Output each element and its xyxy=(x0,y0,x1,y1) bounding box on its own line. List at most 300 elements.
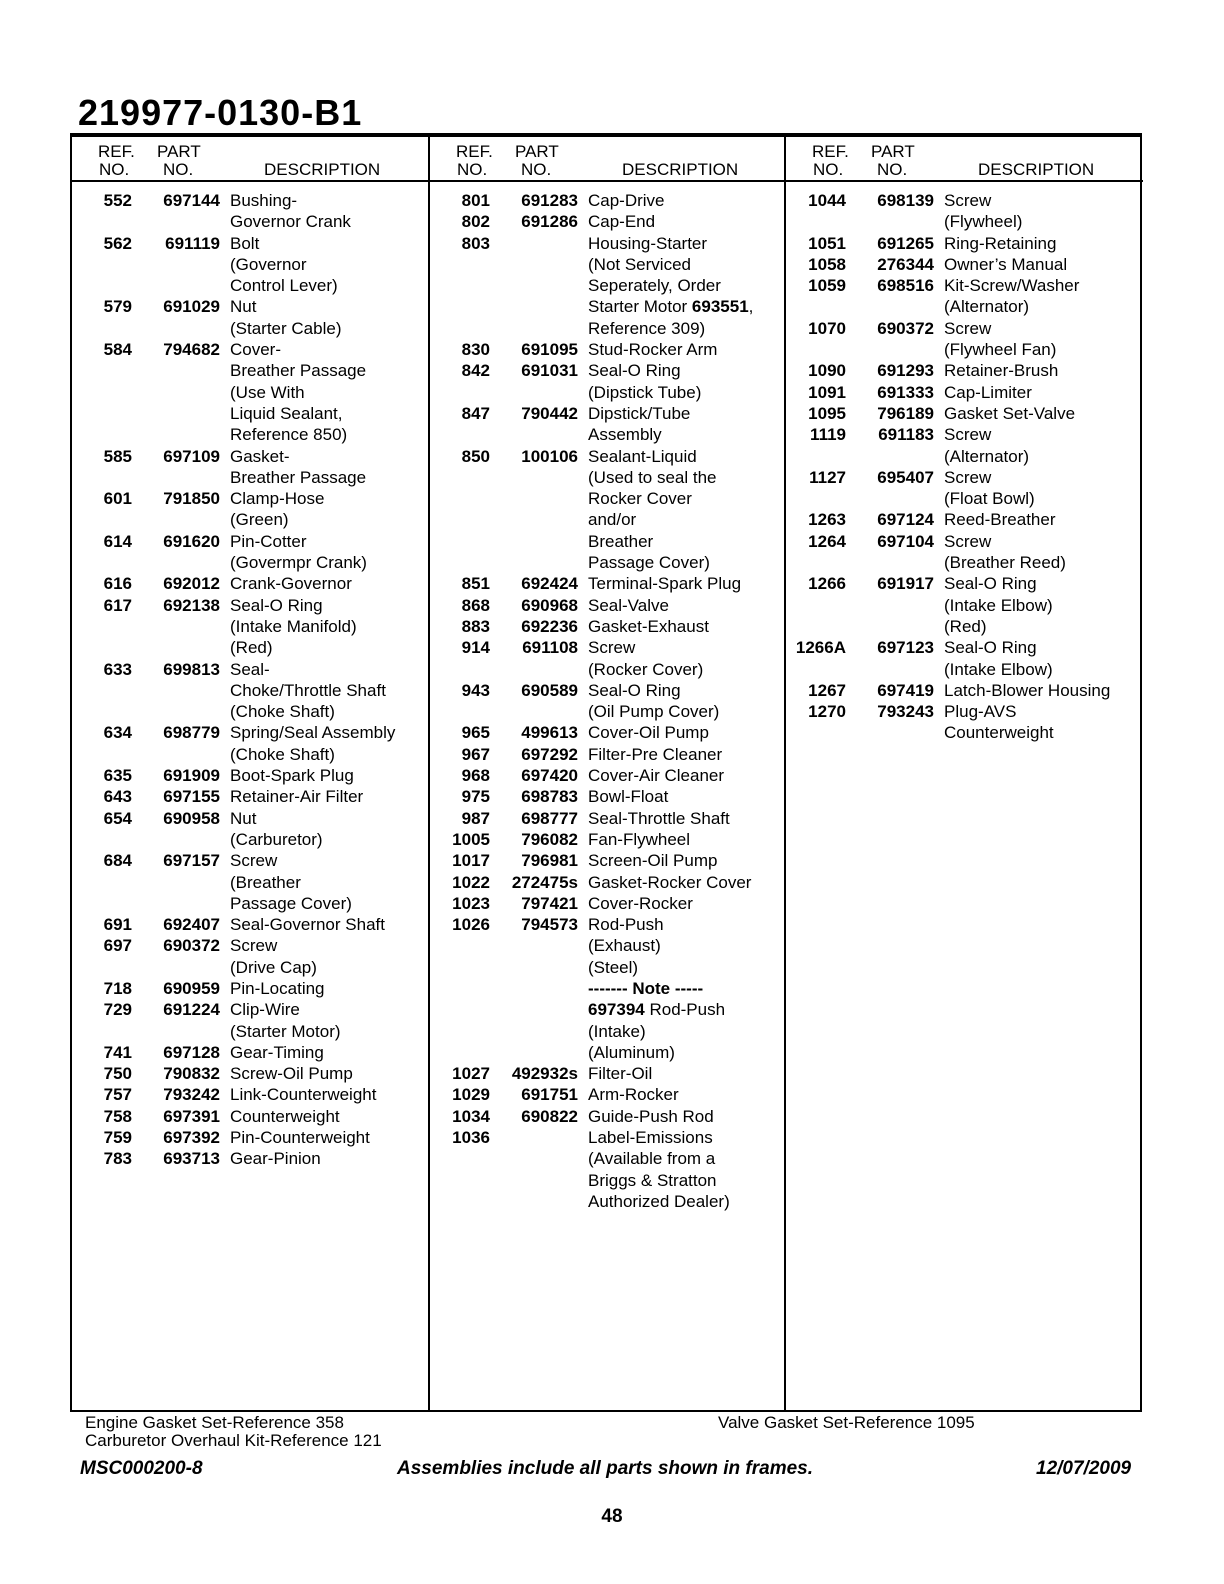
description-text: (Govermpr Crank) xyxy=(230,553,367,573)
part-description xyxy=(220,1106,340,1127)
ref-number: 691 xyxy=(103,915,132,935)
description-text: Rod-Push xyxy=(588,915,664,935)
ref-number xyxy=(72,509,132,530)
part-number: 691333 xyxy=(877,382,934,402)
parts-row xyxy=(430,1063,787,1084)
description-text: Latch-Blower Housing xyxy=(944,680,1111,700)
column-header xyxy=(430,137,787,182)
parts-row xyxy=(72,808,429,829)
part-number xyxy=(490,957,578,978)
part-number: 796082 xyxy=(521,829,578,849)
parts-row xyxy=(430,850,787,871)
description-text: Seal-Throttle Shaft xyxy=(588,808,730,828)
part-description xyxy=(578,1063,652,1084)
part-description xyxy=(578,722,709,743)
ref-number xyxy=(786,296,846,317)
part-number xyxy=(490,1127,578,1148)
ref-number xyxy=(430,275,490,296)
description-text: Owner’s Manual xyxy=(944,254,1068,274)
ref-number xyxy=(430,659,490,680)
description-text: (Used to seal the xyxy=(588,467,717,487)
parts-row xyxy=(72,509,429,530)
part-description xyxy=(578,978,703,999)
description-text: Bolt xyxy=(230,233,260,253)
parts-row xyxy=(72,573,429,594)
ref-number: 883 xyxy=(461,616,490,636)
part-description xyxy=(578,531,653,552)
parts-rows xyxy=(430,182,787,1212)
part-number: 793242 xyxy=(163,1085,220,1105)
part-number: 697128 xyxy=(163,1042,220,1062)
part-number xyxy=(132,254,220,275)
part-number: 697155 xyxy=(163,787,220,807)
ref-number xyxy=(72,211,132,232)
part-description xyxy=(578,935,661,956)
part-description xyxy=(934,318,991,339)
ref-number: 1059 xyxy=(808,276,846,296)
ref-number xyxy=(430,1148,490,1169)
ref-number: 616 xyxy=(103,574,132,594)
parts-row xyxy=(72,722,429,743)
description-text: (Alternator) xyxy=(944,446,1030,466)
part-description xyxy=(220,1084,376,1105)
ref-number xyxy=(72,254,132,275)
part-header: PART xyxy=(515,142,559,161)
part-description xyxy=(220,446,290,467)
part-description xyxy=(934,382,1032,403)
ref-number: 1266A xyxy=(795,638,846,658)
part-description xyxy=(220,765,354,786)
parts-row xyxy=(786,403,1143,424)
part-description xyxy=(220,914,385,935)
description-text: Spring/Seal Assembly xyxy=(230,723,396,743)
parts-row xyxy=(430,680,787,701)
parts-row xyxy=(786,467,1143,488)
part-number: 690589 xyxy=(521,680,578,700)
ref-number xyxy=(72,424,132,445)
part-description xyxy=(578,1021,646,1042)
description-text: Arm-Rocker xyxy=(588,1085,679,1105)
part-number: 699813 xyxy=(163,659,220,679)
description-text: (Red) xyxy=(230,638,273,658)
ref-number xyxy=(430,935,490,956)
part-description xyxy=(934,424,991,445)
parts-row xyxy=(72,552,429,573)
parts-row xyxy=(786,701,1143,722)
parts-row xyxy=(72,744,429,765)
part-description xyxy=(578,573,741,594)
parts-row xyxy=(430,1127,787,1148)
part-description xyxy=(934,233,1056,254)
part-description xyxy=(220,296,256,317)
part-description xyxy=(578,1042,675,1063)
part-number: 492932s xyxy=(511,1064,578,1084)
part-description xyxy=(220,595,323,616)
parts-row xyxy=(430,488,787,509)
description-bold: ------- Note ----- xyxy=(588,978,704,998)
ref-number xyxy=(72,403,132,424)
ref-number xyxy=(430,488,490,509)
ref-number: 759 xyxy=(103,1128,132,1148)
description-text: Pin-Cotter xyxy=(230,531,307,551)
ref-number: 562 xyxy=(103,233,132,253)
parts-row xyxy=(72,254,429,275)
ref-number: 850 xyxy=(461,446,490,466)
part-description xyxy=(578,488,692,509)
part-number: 790832 xyxy=(163,1064,220,1084)
ref-number: 847 xyxy=(461,403,490,423)
part-description xyxy=(578,595,669,616)
part-description xyxy=(220,872,301,893)
part-description xyxy=(934,403,1075,424)
part-no-header: NO. xyxy=(521,160,552,179)
ref-number xyxy=(786,659,846,680)
parts-row xyxy=(430,744,787,765)
part-number xyxy=(132,872,220,893)
part-number: 690822 xyxy=(521,1106,578,1126)
part-number: 691620 xyxy=(163,531,220,551)
ref-header: REF. xyxy=(812,142,849,161)
ref-number xyxy=(72,360,132,381)
part-number: 697109 xyxy=(163,446,220,466)
part-description xyxy=(934,254,1067,275)
part-number: 691917 xyxy=(877,574,934,594)
part-number: 691029 xyxy=(163,297,220,317)
part-description xyxy=(578,275,721,296)
description-text: (Float Bowl) xyxy=(944,489,1035,509)
description-text: Counterweight xyxy=(230,1106,340,1126)
ref-number: 1058 xyxy=(808,254,846,274)
part-no-header: NO. xyxy=(163,160,194,179)
part-description xyxy=(220,211,351,232)
part-number xyxy=(490,978,578,999)
ref-number xyxy=(72,275,132,296)
part-header: PART xyxy=(871,142,915,161)
ref-number xyxy=(430,296,490,317)
ref-number: 968 xyxy=(461,766,490,786)
parts-row xyxy=(430,1042,787,1063)
part-description xyxy=(220,850,277,871)
part-number: 697419 xyxy=(877,680,934,700)
part-description xyxy=(220,999,300,1020)
parts-row xyxy=(72,616,429,637)
part-number xyxy=(132,893,220,914)
ref-number xyxy=(430,1042,490,1063)
part-description xyxy=(578,637,635,658)
parts-row xyxy=(786,722,1143,743)
part-number xyxy=(490,318,578,339)
parts-row xyxy=(72,424,429,445)
part-description xyxy=(934,339,1056,360)
part-description xyxy=(578,680,681,701)
ref-number: 1127 xyxy=(809,467,846,487)
part-number xyxy=(490,531,578,552)
part-number xyxy=(132,211,220,232)
part-description xyxy=(578,254,691,275)
description-text: (Starter Cable) xyxy=(230,318,342,338)
description-text: Passage Cover) xyxy=(230,893,352,913)
ref-number xyxy=(430,957,490,978)
part-description xyxy=(220,1127,370,1148)
part-description xyxy=(578,424,662,445)
ref-number xyxy=(72,701,132,722)
part-description xyxy=(220,424,347,445)
description-text: Filter-Pre Cleaner xyxy=(588,744,723,764)
page-title: 219977-0130-B1 xyxy=(78,92,363,133)
description-text: Breather Passage xyxy=(230,361,367,381)
description-text: (Red) xyxy=(944,616,987,636)
part-description xyxy=(578,829,690,850)
ref-number xyxy=(430,318,490,339)
parts-row xyxy=(72,659,429,680)
description-text: (Intake Manifold) xyxy=(230,616,357,636)
description-text: (Oil Pump Cover) xyxy=(588,702,720,722)
part-number: 691751 xyxy=(521,1085,578,1105)
description-text: Gasket-Exhaust xyxy=(588,616,709,636)
description-text: (Carburetor) xyxy=(230,829,323,849)
part-number: 698139 xyxy=(877,191,934,210)
description-text: (Intake) xyxy=(588,1021,646,1041)
ref-header: REF. xyxy=(456,142,493,161)
part-description xyxy=(578,957,638,978)
part-description xyxy=(578,786,668,807)
parts-row xyxy=(72,872,429,893)
part-description xyxy=(220,808,256,829)
part-description xyxy=(934,275,1079,296)
part-description xyxy=(220,680,386,701)
description-text: (Dipstick Tube) xyxy=(588,382,702,402)
part-number xyxy=(846,659,934,680)
part-description xyxy=(934,488,1035,509)
part-number: 697123 xyxy=(877,638,934,658)
parts-row xyxy=(786,488,1143,509)
part-description xyxy=(220,935,277,956)
description-text: Seal-O Ring xyxy=(588,680,681,700)
description-suffix: Rod-Push xyxy=(644,1000,726,1020)
part-number: 690372 xyxy=(877,318,934,338)
description-text: Guide-Push Rod xyxy=(588,1106,714,1126)
ref-number: 614 xyxy=(103,531,132,551)
ref-number: 617 xyxy=(103,595,132,615)
part-number xyxy=(132,829,220,850)
ref-number: 1034 xyxy=(452,1106,490,1126)
description-text: Fan-Flywheel xyxy=(588,829,691,849)
parts-row xyxy=(72,957,429,978)
part-number: 697292 xyxy=(521,744,578,764)
parts-row xyxy=(72,531,429,552)
parts-row xyxy=(430,1106,787,1127)
ref-number xyxy=(430,1191,490,1212)
parts-row xyxy=(430,808,787,829)
parts-row xyxy=(430,616,787,637)
description-text: Screw-Oil Pump xyxy=(230,1064,353,1084)
ref-number: 801 xyxy=(461,191,490,210)
part-number xyxy=(846,339,934,360)
parts-row xyxy=(430,1191,787,1212)
description-text: Reference 309) xyxy=(588,318,706,338)
parts-row xyxy=(786,233,1143,254)
description-text: (Intake Elbow) xyxy=(944,659,1053,679)
ref-number xyxy=(72,552,132,573)
description-text: Gasket-Rocker Cover xyxy=(588,872,752,892)
description-text: Plug-AVS xyxy=(944,702,1017,722)
description-text: Seal-O Ring xyxy=(588,361,681,381)
ref-number: 634 xyxy=(103,723,132,743)
description-text: Kit-Screw/Washer xyxy=(944,276,1080,296)
part-description xyxy=(578,211,655,232)
part-description xyxy=(934,446,1029,467)
parts-row xyxy=(72,829,429,850)
part-number: 793243 xyxy=(877,702,934,722)
part-description xyxy=(578,1148,715,1169)
part-number xyxy=(846,616,934,637)
parts-row xyxy=(430,786,787,807)
ref-number: 1095 xyxy=(808,403,846,423)
part-no-header: NO. xyxy=(877,160,908,179)
part-number: 690959 xyxy=(163,978,220,998)
ref-number: 1017 xyxy=(452,851,490,871)
part-description xyxy=(578,1191,730,1212)
part-description xyxy=(220,403,342,424)
part-number: 698779 xyxy=(163,723,220,743)
part-number: 794682 xyxy=(163,340,220,360)
part-number xyxy=(490,659,578,680)
ref-number: 803 xyxy=(461,233,490,253)
parts-row xyxy=(430,1170,787,1191)
part-number: 692236 xyxy=(521,616,578,636)
part-description xyxy=(578,616,709,637)
ref-number: 579 xyxy=(103,297,132,317)
parts-row xyxy=(430,637,787,658)
parts-row xyxy=(72,190,429,211)
ref-number: 802 xyxy=(461,212,490,232)
description-text: Ring-Retaining xyxy=(944,233,1057,253)
ref-number: 1119 xyxy=(810,425,846,445)
document-date: 12/07/2009 xyxy=(1036,1458,1132,1479)
parts-row xyxy=(72,999,429,1020)
part-description xyxy=(220,1021,341,1042)
assemblies-note: Assemblies include all parts shown in frames. xyxy=(397,1458,814,1479)
part-number xyxy=(132,616,220,637)
description-text: Crank-Governor xyxy=(230,574,352,594)
part-number xyxy=(132,744,220,765)
parts-row xyxy=(72,1084,429,1105)
part-number: 692424 xyxy=(521,574,578,594)
part-number: 691108 xyxy=(522,638,578,658)
ref-number xyxy=(786,446,846,467)
description-header: DESCRIPTION xyxy=(264,160,381,179)
parts-row xyxy=(430,424,787,445)
part-number: 695407 xyxy=(877,467,934,487)
description-text: (Alternator) xyxy=(944,297,1030,317)
description-bold: 697394 xyxy=(588,1000,645,1020)
document-id: MSC000200-8 xyxy=(80,1458,203,1479)
description-text: Control Lever) xyxy=(230,276,338,296)
ref-number xyxy=(430,552,490,573)
part-number xyxy=(132,637,220,658)
part-description xyxy=(220,318,341,339)
parts-row xyxy=(72,1127,429,1148)
part-description xyxy=(934,296,1029,317)
part-description xyxy=(220,1148,321,1169)
ref-header: REF. xyxy=(98,142,135,161)
parts-row xyxy=(786,339,1143,360)
part-description xyxy=(578,382,701,403)
ref-number: 965 xyxy=(461,723,490,743)
description-text: Label-Emissions xyxy=(588,1128,713,1148)
ref-number: 1270 xyxy=(808,702,846,722)
parts-row xyxy=(72,488,429,509)
parts-row xyxy=(430,233,787,254)
description-text: Cap-Limiter xyxy=(944,382,1032,402)
description-text: Cover-Oil Pump xyxy=(588,723,709,743)
part-number xyxy=(490,1191,578,1212)
description-text: Screw xyxy=(944,425,992,445)
description-text: Link-Counterweight xyxy=(230,1085,377,1105)
ref-number: 552 xyxy=(103,191,132,210)
ref-number: 633 xyxy=(103,659,132,679)
description-text: Retainer-Air Filter xyxy=(230,787,364,807)
parts-row xyxy=(72,275,429,296)
part-description xyxy=(220,829,323,850)
part-number xyxy=(132,680,220,701)
parts-row xyxy=(786,595,1143,616)
part-description xyxy=(934,552,1066,573)
parts-row xyxy=(72,935,429,956)
part-description xyxy=(934,211,1022,232)
part-number xyxy=(490,233,578,254)
part-header: PART xyxy=(157,142,201,161)
part-number: 691183 xyxy=(878,425,934,445)
description-text: Seal-O Ring xyxy=(944,638,1037,658)
part-number xyxy=(132,403,220,424)
description-text: Choke/Throttle Shaft xyxy=(230,680,386,700)
parts-row xyxy=(430,403,787,424)
ref-no-header: NO. xyxy=(813,160,844,179)
part-number: 690372 xyxy=(163,936,220,956)
description-text: Cover-Air Cleaner xyxy=(588,766,725,786)
part-description xyxy=(934,509,1056,530)
ref-number: 987 xyxy=(461,808,490,828)
description-text: Screen-Oil Pump xyxy=(588,851,718,871)
part-number: 697144 xyxy=(163,191,220,210)
part-number: 691283 xyxy=(521,191,578,210)
part-number xyxy=(490,1021,578,1042)
part-number: 691293 xyxy=(877,361,934,381)
parts-row xyxy=(72,467,429,488)
ref-number xyxy=(72,616,132,637)
part-description xyxy=(578,765,724,786)
description-text: Cover- xyxy=(230,340,282,360)
description-text: Pin-Counterweight xyxy=(230,1128,370,1148)
ref-number xyxy=(430,978,490,999)
parts-row xyxy=(430,935,787,956)
ref-number: 1026 xyxy=(452,915,490,935)
ref-number xyxy=(430,1170,490,1191)
part-description xyxy=(220,616,357,637)
ref-number xyxy=(430,467,490,488)
parts-rows xyxy=(72,182,429,1170)
parts-rows xyxy=(786,182,1143,744)
description-text: (Use With xyxy=(230,382,305,402)
part-number xyxy=(490,1148,578,1169)
part-description xyxy=(578,744,722,765)
part-number xyxy=(132,424,220,445)
parts-row xyxy=(430,190,787,211)
part-description xyxy=(578,552,710,573)
ref-number: 868 xyxy=(461,595,490,615)
description-text: Breather Passage xyxy=(230,467,367,487)
